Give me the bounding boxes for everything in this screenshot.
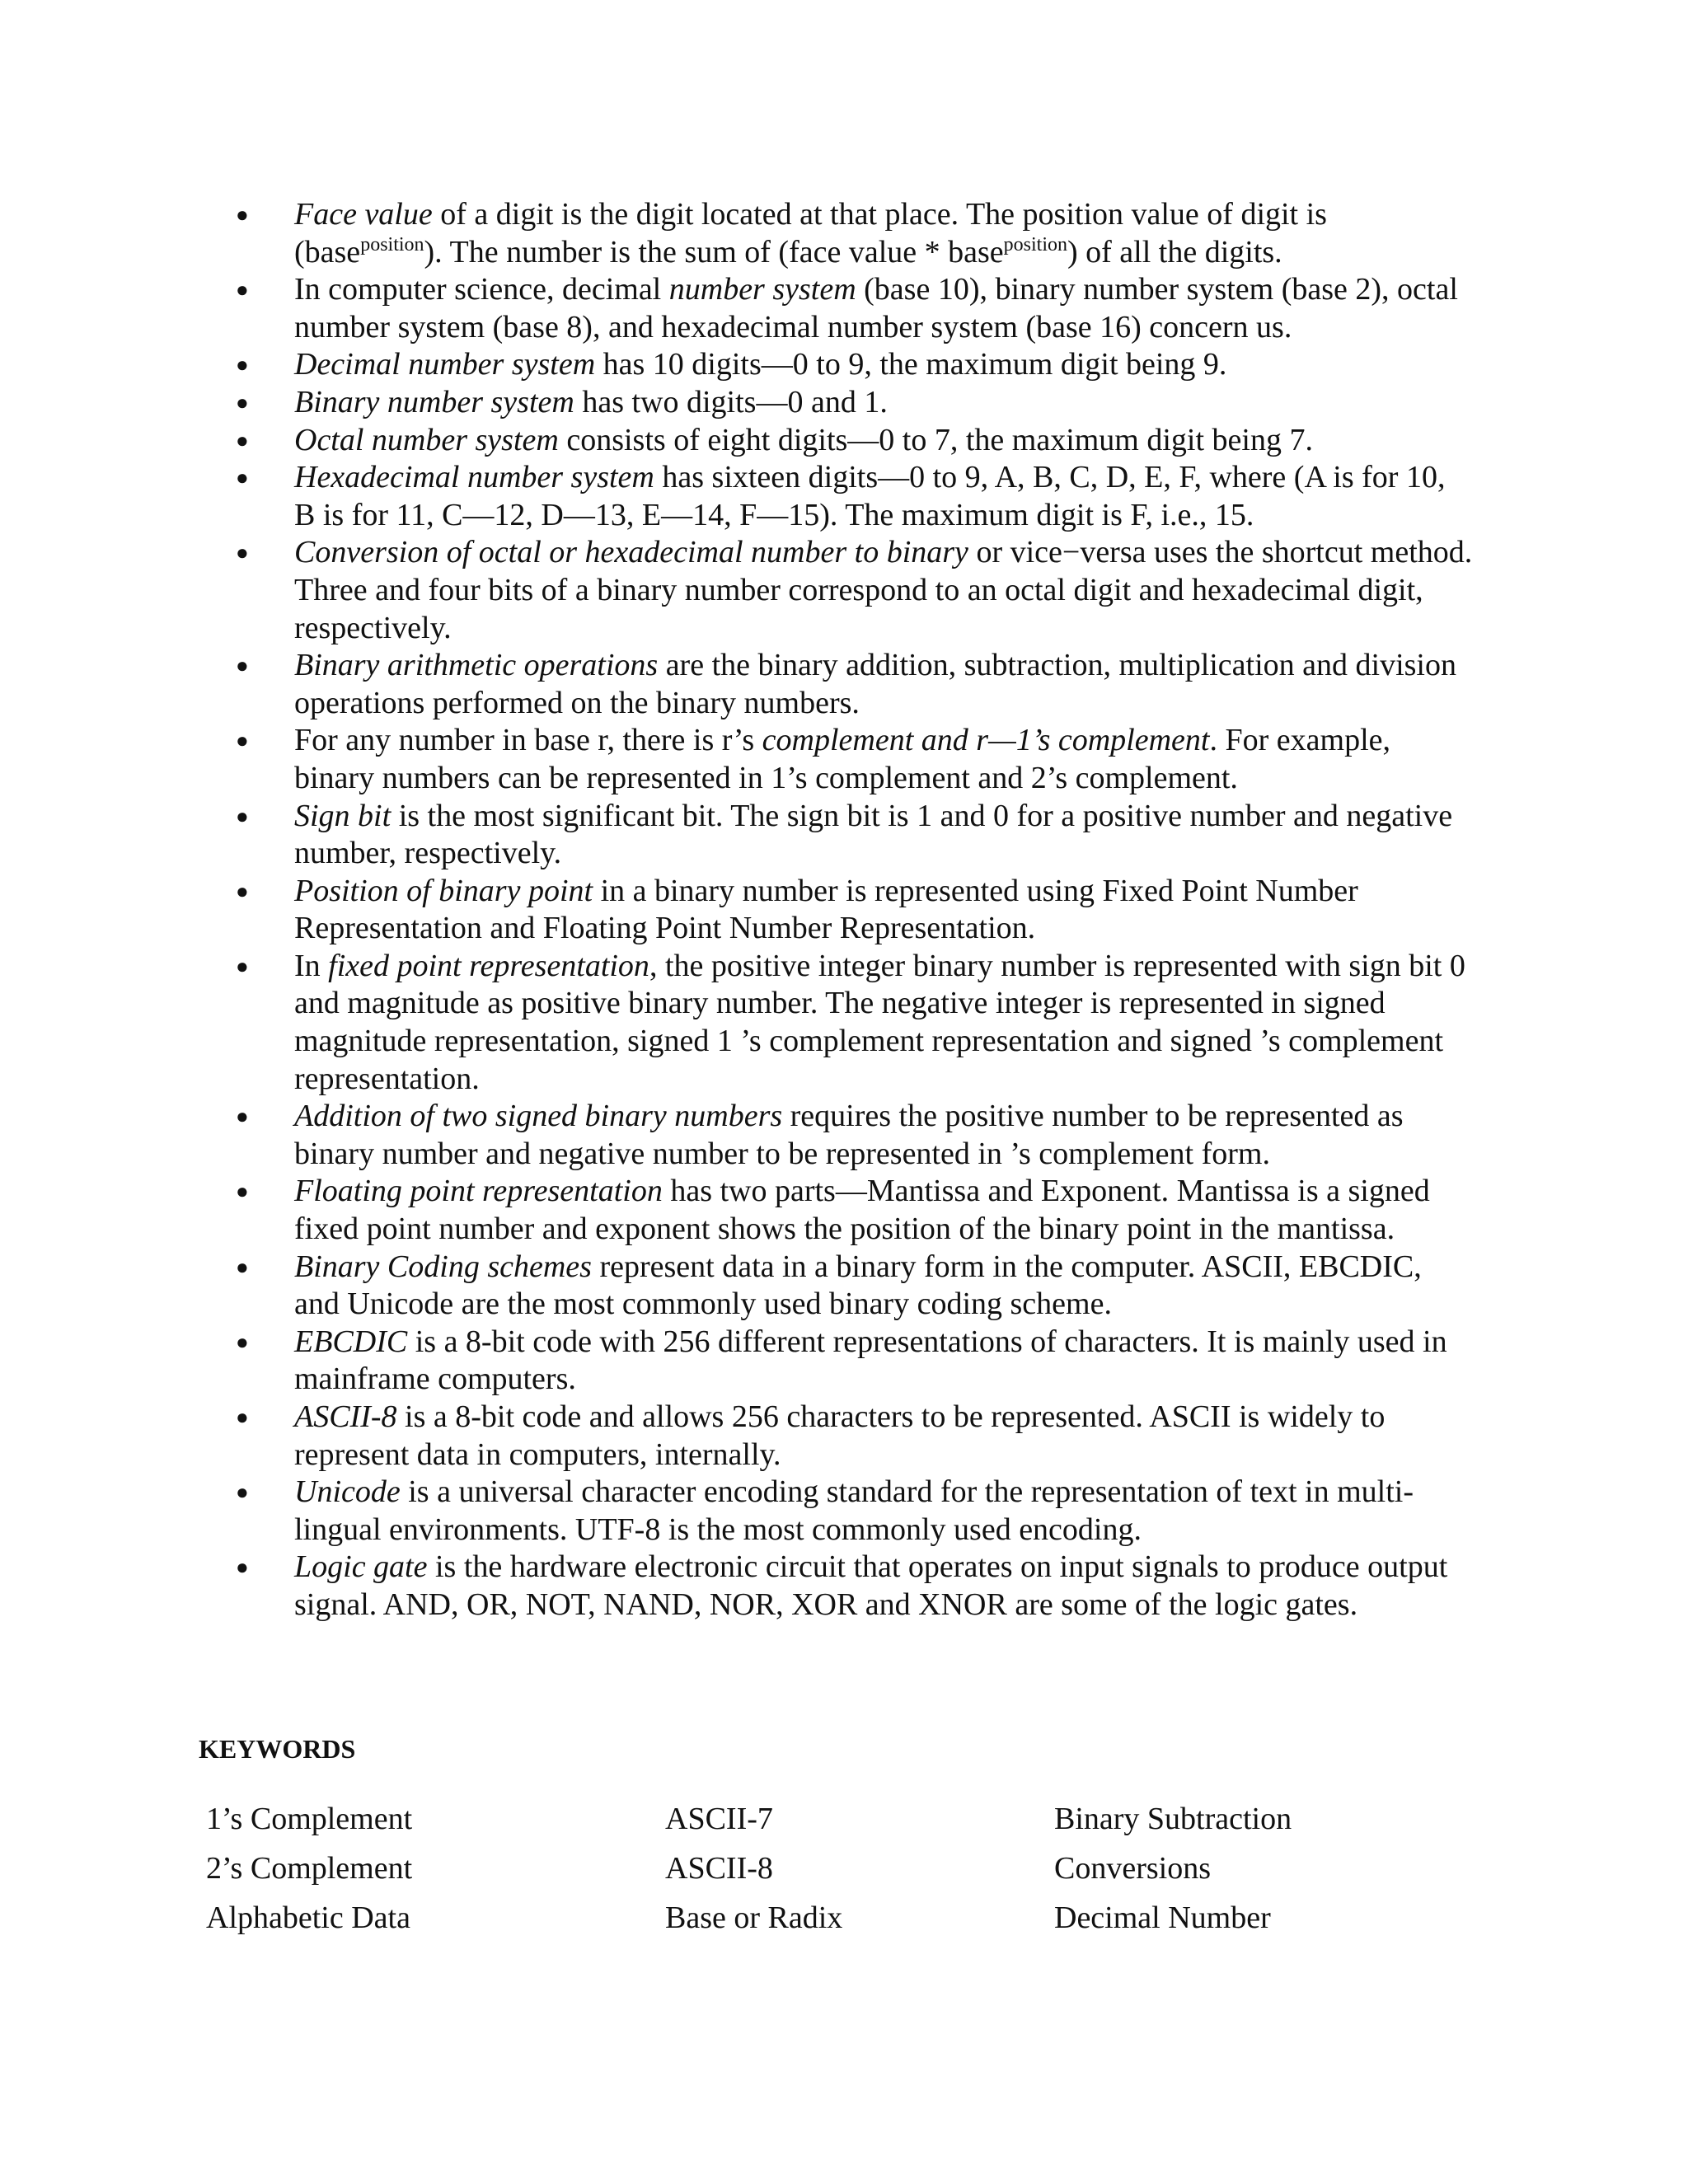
- superscript-text: position: [360, 233, 424, 255]
- keywords-row: [206, 1900, 1360, 1949]
- bullet-dot-icon: ●: [236, 541, 249, 565]
- italic-term: number system: [668, 272, 856, 307]
- italic-term: Position of binary point: [294, 873, 593, 908]
- bullet-dot-icon: ●: [236, 278, 249, 302]
- bullet-dot-icon: ●: [236, 428, 249, 452]
- bullet-dot-icon: ●: [236, 390, 249, 415]
- bullet-item: [0, 1173, 1688, 1248]
- bullet-text: is a universal character encoding standard for the representation of text in multi-lingual environments. UTF-8 is the most commonly used encoding.: [294, 1474, 1414, 1547]
- summary-bullet-list: [0, 196, 1688, 1624]
- bullet-item: [0, 722, 1688, 797]
- bullet-dot-icon: ●: [236, 804, 249, 828]
- keyword: 2’s Complement: [206, 1851, 413, 1886]
- keyword: 1’s Complement: [206, 1802, 413, 1836]
- bullet-item: [0, 798, 1688, 873]
- bullet-text: has sixteen digits—0 to 9, A, B, C, D, E, F, where (A is for 10, B is for 11, C—12, D—13, E—14, F—15). The maximum digit is F, i.e., 15.: [294, 460, 1446, 532]
- italic-term: Floating point representation: [294, 1174, 663, 1209]
- bullet-item: [0, 1098, 1688, 1173]
- italic-term: Decimal number system: [294, 347, 596, 382]
- italic-term: Octal number system: [294, 422, 559, 457]
- bullet-item: [0, 534, 1688, 647]
- keywords-row: [206, 1801, 1360, 1850]
- bullet-text: . For example, binary numbers can be represented in 1’s complement and 2’s complement.: [294, 723, 1390, 795]
- italic-term: Face value: [294, 197, 433, 232]
- bullet-item: [0, 647, 1688, 722]
- bullet-dot-icon: ●: [236, 1405, 249, 1429]
- italic-term: Binary number system: [294, 384, 574, 419]
- bullet-dot-icon: ●: [236, 654, 249, 678]
- bullet-item: [0, 1324, 1688, 1399]
- bullet-item: [0, 459, 1688, 534]
- bullet-text: In: [294, 948, 329, 983]
- italic-term: complement and r—1’s complement: [762, 723, 1210, 758]
- keyword: Conversions: [1054, 1851, 1211, 1886]
- keyword: Decimal Number: [1054, 1900, 1271, 1935]
- bullet-text: are the binary addition, subtraction, multiplication and division operations performed on the binary numbers.: [294, 648, 1456, 720]
- italic-term: Binary Coding schemes: [294, 1249, 592, 1284]
- italic-term: Addition of two signed binary numbers: [294, 1099, 783, 1134]
- bullet-item: [0, 1399, 1688, 1474]
- bullet-dot-icon: ●: [236, 1329, 249, 1354]
- bullet-text: ) of all the digits.: [1067, 234, 1282, 269]
- bullet-item: [0, 346, 1688, 384]
- bullet-text: of a digit is the digit located at that place. The position value of digit is (base: [294, 197, 1327, 269]
- superscript-text: position: [1003, 233, 1067, 255]
- italic-term: Conversion of octal or hexadecimal number to binary: [294, 535, 968, 570]
- italic-term: EBCDIC: [294, 1324, 408, 1359]
- bullet-text: requires the positive number to be represented as binary number and negative number to be represented in ’s complement form.: [294, 1099, 1404, 1171]
- bullet-dot-icon: ●: [236, 879, 249, 903]
- bullet-dot-icon: ●: [236, 1104, 249, 1129]
- keywords-heading: KEYWORDS: [199, 1734, 356, 1764]
- bullet-item: [0, 271, 1688, 346]
- bullet-text: ). The number is the sum of (face value * base: [424, 234, 1004, 269]
- bullet-item: [0, 1474, 1688, 1549]
- bullet-text: is the most significant bit. The sign bit is 1 and 0 for a positive number and negative number, respectively.: [294, 798, 1453, 871]
- italic-term: fixed point representation: [328, 948, 649, 983]
- bullet-text: , the positive integer binary number is represented with sign bit 0 and magnitude as positive binary number. The negative integer is represented in signed magnitude representation, signed 1 ’s complement representation and signed ’s complement representation.: [294, 948, 1465, 1096]
- bullet-text: represent data in a binary form in the computer. ASCII, EBCDIC, and Unicode are the most commonly used binary coding scheme.: [294, 1249, 1422, 1322]
- bullet-text: in a binary number is represented using Fixed Point Number Representation and Floating Point Number Representation.: [294, 873, 1358, 946]
- italic-term: Sign bit: [294, 798, 392, 833]
- bullet-text: is the hardware electronic circuit that operates on input signals to produce output signal. AND, OR, NOT, NAND, NOR, XOR and XNOR are some of the logic gates.: [294, 1549, 1448, 1622]
- bullet-dot-icon: ●: [236, 203, 249, 227]
- bullet-item: [0, 196, 1688, 271]
- bullet-text: has 10 digits—0 to 9, the maximum digit being 9.: [595, 347, 1227, 382]
- keyword: ASCII-7: [665, 1802, 773, 1836]
- italic-term: Hexadecimal number system: [294, 460, 654, 495]
- bullet-dot-icon: ●: [236, 954, 249, 978]
- bullet-text: In computer science, decimal: [294, 272, 669, 307]
- bullet-dot-icon: ●: [236, 1555, 249, 1580]
- bullet-item: [0, 384, 1688, 422]
- bullet-item: [0, 1249, 1688, 1324]
- bullet-text: or vice−versa uses the shortcut method. Three and four bits of a binary number correspond to an octal digit and hexadecimal digit, respectively.: [294, 535, 1473, 645]
- bullet-item: [0, 948, 1688, 1098]
- bullet-text: has two parts—Mantissa and Exponent. Mantissa is a signed fixed point number and exponent shows the position of the binary point in the mantissa.: [294, 1174, 1430, 1247]
- keywords-row: [206, 1850, 1360, 1900]
- bullet-text: For any number in base r, there is r’s: [294, 723, 762, 758]
- bullet-dot-icon: ●: [236, 1254, 249, 1279]
- bullet-dot-icon: ●: [236, 1480, 249, 1505]
- bullet-text: is a 8-bit code and allows 256 characters to be represented. ASCII is widely to represent data in computers, internally.: [294, 1399, 1386, 1472]
- italic-term: ASCII-8: [294, 1399, 397, 1434]
- bullet-text: (base 10), binary number system (base 2), octal number system (base 8), and hexadecimal number system (base 16) concern us.: [294, 272, 1458, 344]
- bullet-dot-icon: ●: [236, 466, 249, 490]
- bullet-item: [0, 422, 1688, 460]
- keyword: Base or Radix: [665, 1900, 843, 1935]
- bullet-item: [0, 873, 1688, 948]
- bullet-item: [0, 1549, 1688, 1624]
- keyword: Binary Subtraction: [1054, 1802, 1292, 1836]
- italic-term: Binary arithmetic operations: [294, 648, 659, 683]
- bullet-dot-icon: ●: [236, 353, 249, 377]
- bullet-dot-icon: ●: [236, 1179, 249, 1204]
- keyword: ASCII-8: [665, 1851, 773, 1886]
- italic-term: Logic gate: [294, 1549, 428, 1585]
- bullet-dot-icon: ●: [236, 729, 249, 753]
- keywords-table: [206, 1801, 1360, 1949]
- bullet-text: consists of eight digits—0 to 7, the maximum digit being 7.: [558, 422, 1313, 457]
- bullet-text: has two digits—0 and 1.: [574, 384, 888, 419]
- italic-term: Unicode: [294, 1474, 401, 1510]
- bullet-text: is a 8-bit code with 256 different representations of characters. It is mainly used in mainframe computers.: [294, 1324, 1447, 1397]
- keyword: Alphabetic Data: [206, 1900, 410, 1935]
